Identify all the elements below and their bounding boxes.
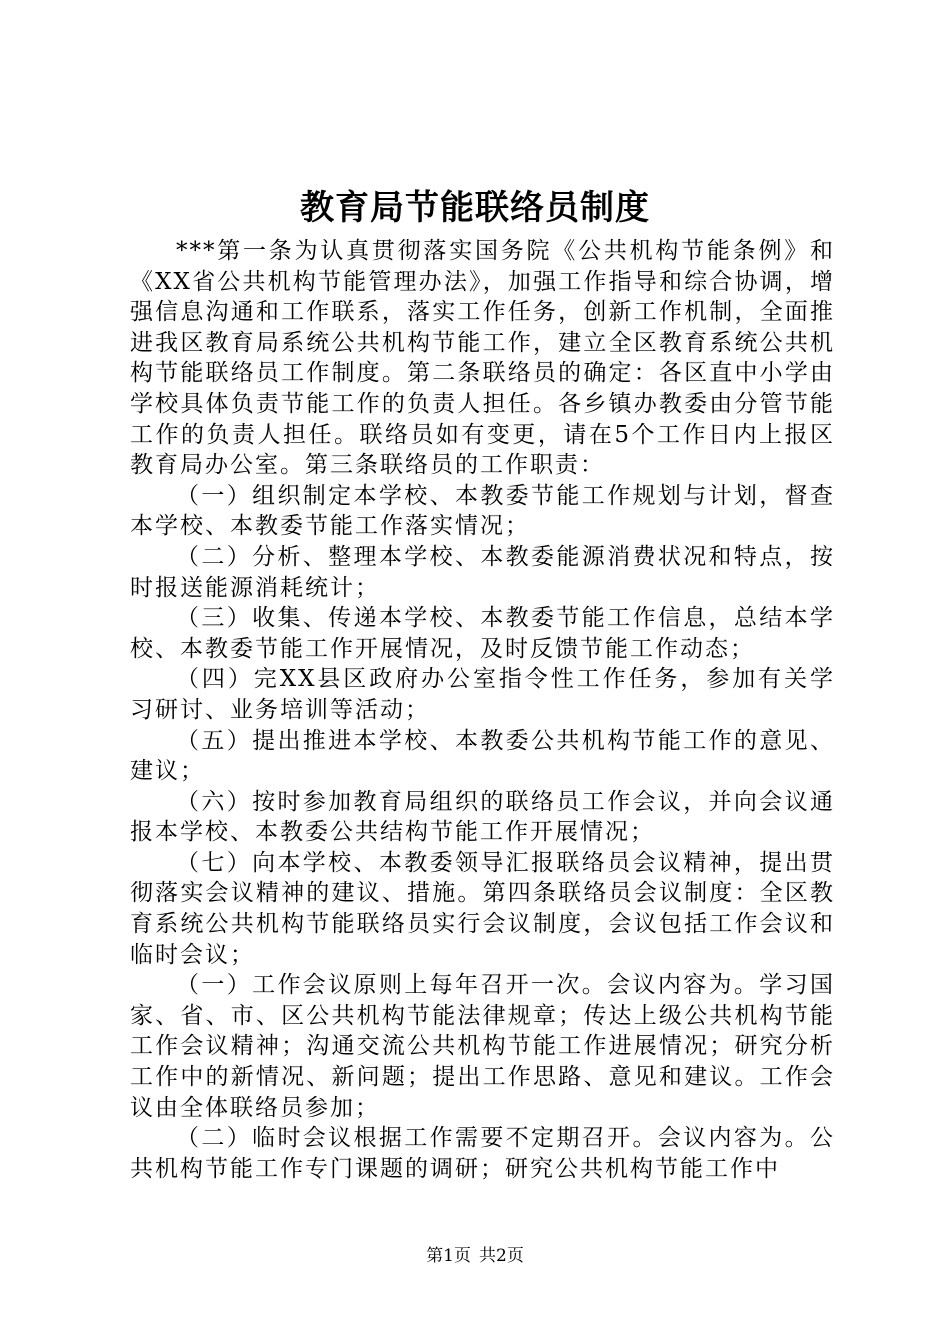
paragraph: ***第一条为认真贯彻落实国务院《公共机构节能条例》和《XX省公共机构节能管理办法》，加强工作指导和综合协调，增强信息沟通和工作联系，落实工作任务，创新工作机制，全面推进我区教育局系统公共机构节能工作，建立全区教育系统公共机构节能联络员工作制度。第二条联络员的确定：各区直中小学由学校具体负责节能工作的负责人担任。各乡镇办教委由分管节能工作的负责人担任。联络员如有变更，请在5个工作日内上报区教育局办公室。第三条联络员的工作职责： [130, 238, 835, 479]
document-body [130, 236, 835, 1184]
paragraph: （二）临时会议根据工作需要不定期召开。会议内容为。公共机构节能工作专门课题的调研；研究公共机构节能工作中 [130, 1125, 835, 1182]
paragraph: （六）按时参加教育局组织的联络员工作会议，并向会议通报本学校、本教委公共结构节能工作开展情况； [130, 788, 835, 846]
page-total: 共2页 [479, 1246, 524, 1266]
page-footer [0, 1244, 950, 1268]
paragraph: （七）向本学校、本教委领导汇报联络员会议精神，提出贯彻落实会议精神的建议、措施。第四条联络员会议制度：全区教育系统公共机构节能联络员实行会议制度，会议包括工作会议和临时会议； [130, 849, 835, 968]
paragraph: （二）分析、整理本学校、本教委能源消费状况和特点，按时报送能源消耗统计； [130, 543, 835, 601]
paragraph: （一）组织制定本学校、本教委节能工作规划与计划，督查本学校、本教委节能工作落实情况； [130, 482, 835, 540]
paragraph: （一）工作会议原则上每年召开一次。会议内容为。学习国家、省、市、区公共机构节能法律规章；传达上级公共机构节能工作会议精神；沟通交流公共机构节能工作进展情况；研究分析工作中的新情况、新问题；提出工作思路、意见和建议。工作会议由全体联络员参加； [130, 972, 835, 1121]
paragraph: （四）完XX县区政府办公室指令性工作任务，参加有关学习研讨、业务培训等活动； [130, 666, 835, 723]
paragraph: （三）收集、传递本学校、本教委节能工作信息，总结本学校、本教委节能工作开展情况，及时反馈节能工作动态； [130, 605, 835, 662]
document-title: 教育局节能联络员制度 [300, 188, 650, 228]
paragraph: （五）提出推进本学校、本教委公共机构节能工作的意见、建议； [130, 727, 835, 785]
page-number: 第1页 [426, 1246, 471, 1266]
